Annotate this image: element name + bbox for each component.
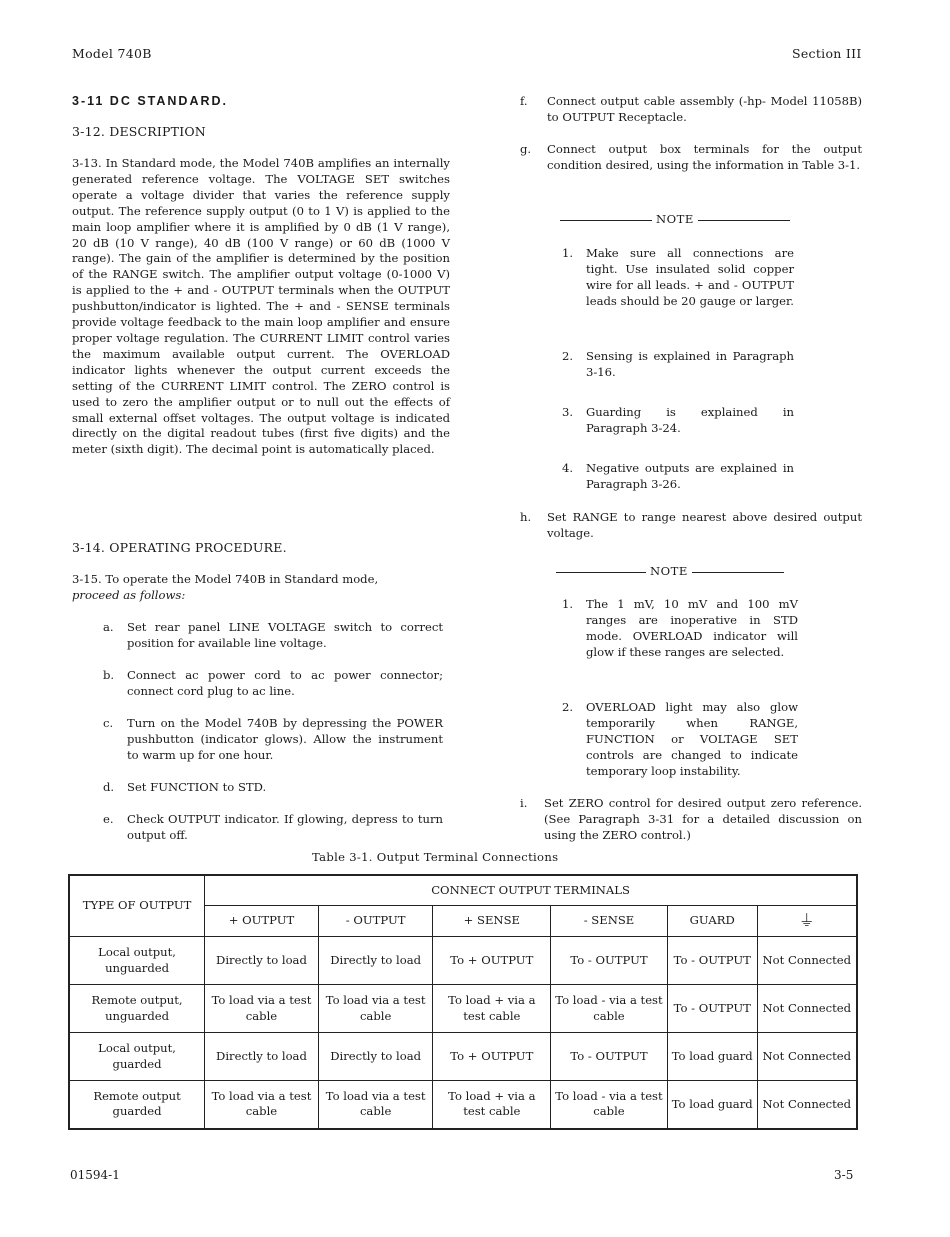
table-cell: To load via a test cable: [318, 985, 433, 1033]
table-cell: Not Connected: [757, 1033, 857, 1081]
step-f: [520, 94, 862, 128]
table-cell: To - OUTPUT: [667, 985, 757, 1033]
row-type: Remote output, unguarded: [69, 985, 205, 1033]
operating-intro-cont: proceed as follows:: [72, 588, 186, 602]
description-heading: 3-12. DESCRIPTION: [72, 124, 206, 139]
table-cell: Not Connected: [757, 937, 857, 985]
table-row: [69, 1081, 857, 1129]
row-type: Remote output guarded: [69, 1081, 205, 1129]
ground-symbol-icon: ⏚: [757, 906, 857, 937]
table-cell: To load - via a test cable: [551, 985, 668, 1033]
item-text: Negative outputs are explained in Paragraph 3-26.: [586, 461, 794, 491]
header-section: Section III: [792, 46, 862, 61]
step-text: Set ZERO control for desired output zero reference. (See Paragraph 3-31 for a detailed discussion on using the ZERO control.): [544, 796, 862, 842]
table-cell: Directly to load: [318, 937, 433, 985]
step-c: [103, 716, 443, 766]
table-cell: To + OUTPUT: [433, 937, 551, 985]
header-model: Model 740B: [72, 46, 152, 61]
item-label: 3.: [562, 405, 574, 419]
operating-intro: 3-15. To operate the Model 740B in Standard mode,: [72, 572, 379, 586]
column-header: + OUTPUT: [205, 906, 319, 937]
note-rule-right: [698, 220, 790, 221]
note-rule-left: [556, 572, 646, 573]
item-text: Sensing is explained in Paragraph 3-16.: [586, 349, 794, 379]
table-header-row: [69, 875, 857, 906]
note-title: NOTE: [650, 564, 688, 578]
table-cell: To load via a test cable: [205, 985, 319, 1033]
step-text: Connect output cable assembly (-hp- Model 11058B) to OUTPUT Receptacle.: [547, 94, 862, 124]
step-text: Set FUNCTION to STD.: [127, 780, 267, 794]
description-paragraph: 3-13. In Standard mode, the Model 740B amplifies an internally generated reference voltage. The VOLTAGE SET switches operate a voltage divider that varies the reference supply output. The reference supply output (0 to 1 V) is applied to the main loop amplifier where it is amplified by 0 dB (1 V range), 20 dB (10 V range), 40 dB (100 V range) or 60 dB (1000 V range). The gain of the amplifier is determined by the position of the RANGE switch. The amplifier output voltage (0-1000 V) is applied to the + and - OUTPUT terminals when the OUTPUT pushbutton/indicator is lighted. The + and - SENSE terminals provide voltage feedback to the main loop amplifier and ensure proper voltage regulation. The CURRENT LIMIT control varies the maximum available output current. The OVERLOAD indicator lights whenever the output current exceeds the setting of the CURRENT LIMIT control. The ZERO control is used to zero the amplifier output or to null out the effects of small external offset voltages. The output voltage is indicated directly on the digital readout tubes (first five digits) and the meter (sixth digit). The decimal point is automatically placed.: [72, 156, 450, 457]
step-label: a.: [103, 620, 114, 634]
item-text: The 1 mV, 10 mV and 100 mV ranges are inoperative in STD mode. OVERLOAD indicator will glow if these ranges are selected.: [586, 597, 798, 659]
step-g: [520, 142, 862, 192]
table-cell: To + OUTPUT: [433, 1033, 551, 1081]
note1-item-1: [562, 246, 794, 326]
table-cell: To - OUTPUT: [667, 937, 757, 985]
step-text: Connect output box terminals for the output condition desired, using the information in Table 3-1.: [547, 142, 862, 172]
note1-item-2: [562, 349, 794, 383]
item-text: OVERLOAD light may also glow temporarily when RANGE, FUNCTION or VOLTAGE SET controls are changed to indicate temporary loop instability.: [586, 700, 798, 778]
table-row: [69, 937, 857, 985]
section-heading: 3-11 DC STANDARD.: [72, 94, 229, 108]
note-rule-left: [560, 220, 652, 221]
table-cell: To load + via a test cable: [433, 1081, 551, 1129]
table-cell: To load guard: [667, 1033, 757, 1081]
item-label: 1.: [562, 246, 574, 260]
table-cell: To load - via a test cable: [551, 1081, 668, 1129]
item-label: 2.: [562, 700, 574, 714]
table-cell: To - OUTPUT: [551, 937, 668, 985]
group-header: CONNECT OUTPUT TERMINALS: [205, 875, 857, 906]
footer-page-number: 3-5: [834, 1168, 854, 1182]
column-header: GUARD: [667, 906, 757, 937]
table-cell: To load via a test cable: [318, 1081, 433, 1129]
step-label: d.: [103, 780, 115, 794]
item-text: Guarding is explained in Paragraph 3-24.: [586, 405, 794, 435]
note1-item-3: [562, 405, 794, 439]
step-d: [103, 780, 443, 798]
note-rule-right: [692, 572, 784, 573]
note1-item-4: [562, 461, 794, 495]
note2-item-1: [562, 597, 798, 677]
step-text: Check OUTPUT indicator. If glowing, depress to turn output off.: [127, 812, 443, 842]
type-header: TYPE OF OUTPUT: [69, 875, 205, 937]
item-label: 2.: [562, 349, 574, 363]
table-cell: To load + via a test cable: [433, 985, 551, 1033]
step-text: Set rear panel LINE VOLTAGE switch to correct position for available line voltage.: [127, 620, 443, 650]
item-label: 1.: [562, 597, 574, 611]
step-label: h.: [520, 510, 532, 524]
step-label: e.: [103, 812, 114, 826]
step-label: b.: [103, 668, 115, 682]
footer-part-number: 01594-1: [70, 1168, 120, 1182]
step-e: [103, 812, 443, 846]
step-label: g.: [520, 142, 532, 156]
table-cell: Directly to load: [318, 1033, 433, 1081]
note-title: NOTE: [656, 212, 694, 226]
operating-heading: 3-14. OPERATING PROCEDURE.: [72, 540, 287, 555]
table-cell: To load via a test cable: [205, 1081, 319, 1129]
step-i: [520, 796, 862, 846]
step-h: [520, 510, 862, 544]
row-type: Local output, unguarded: [69, 937, 205, 985]
step-text: Set RANGE to range nearest above desired output voltage.: [547, 510, 862, 540]
table-cell: To - OUTPUT: [551, 1033, 668, 1081]
step-label: f.: [520, 94, 528, 108]
table-cell: Not Connected: [757, 985, 857, 1033]
step-label: i.: [520, 796, 528, 810]
step-b: [103, 668, 443, 702]
step-text: Turn on the Model 740B by depressing the POWER pushbutton (indicator glows). Allow the instrument to warm up for one hour.: [127, 716, 443, 762]
output-terminal-table: [68, 874, 858, 1130]
table-cell: Directly to load: [205, 1033, 319, 1081]
column-header: + SENSE: [433, 906, 551, 937]
row-type: Local output, guarded: [69, 1033, 205, 1081]
step-label: c.: [103, 716, 114, 730]
table-caption: Table 3-1. Output Terminal Connections: [312, 850, 559, 864]
table-cell: Directly to load: [205, 937, 319, 985]
table-row: [69, 985, 857, 1033]
step-a: [103, 620, 443, 654]
item-text: Make sure all connections are tight. Use insulated solid copper wire for all leads. + and - OUTPUT leads should be 20 gauge or larger.: [586, 246, 794, 308]
note2-item-2: [562, 700, 798, 780]
step-text: Connect ac power cord to ac power connector; connect cord plug to ac line.: [127, 668, 443, 698]
table-cell: To load guard: [667, 1081, 757, 1129]
item-label: 4.: [562, 461, 574, 475]
column-header: - SENSE: [551, 906, 668, 937]
column-header: - OUTPUT: [318, 906, 433, 937]
table-row: [69, 1033, 857, 1081]
table-cell: Not Connected: [757, 1081, 857, 1129]
